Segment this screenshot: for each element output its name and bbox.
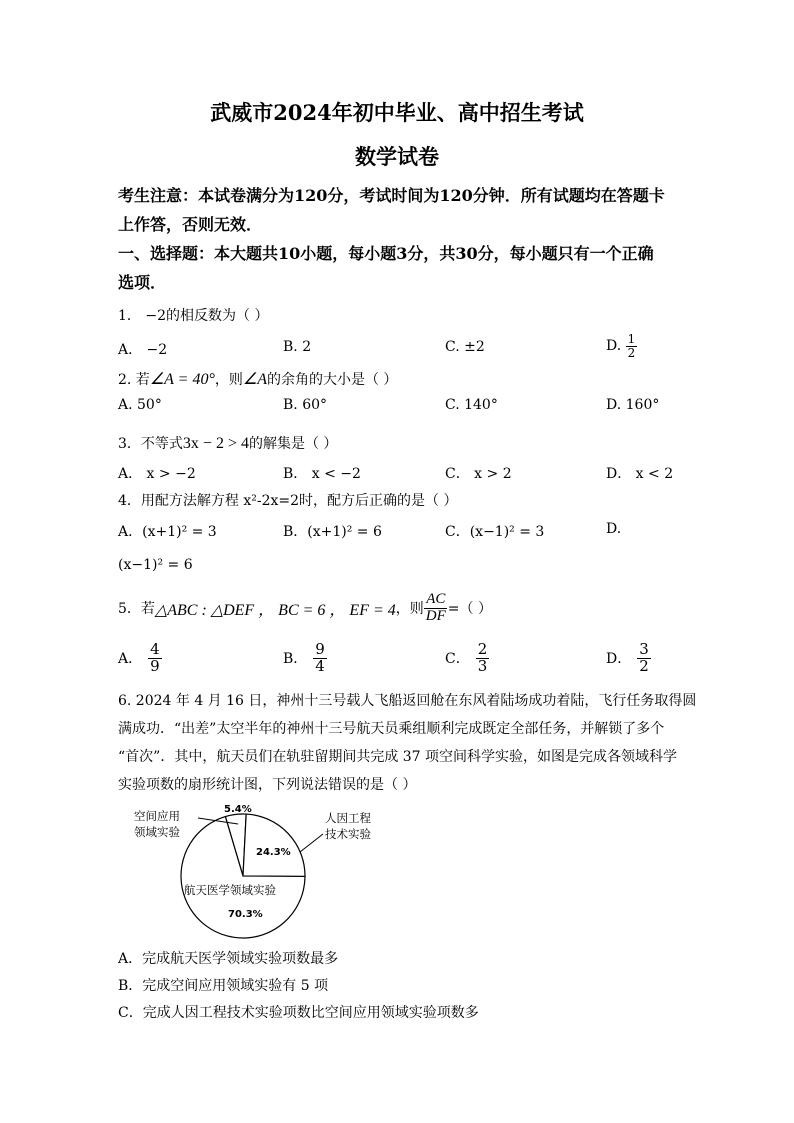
label-human-factors-line1: 人因工程 bbox=[325, 811, 371, 825]
question-1-stem: 1． −2的相反数为（ ） bbox=[118, 308, 269, 324]
q4-option-b: B．(x+1)² = 6 bbox=[283, 524, 382, 540]
label-space-app-line1: 空间应用 bbox=[134, 809, 180, 823]
q3-option-a: A． x > −2 bbox=[118, 466, 196, 482]
fraction-numerator: 1 bbox=[627, 332, 636, 346]
percent-human-factors: 24.3% bbox=[256, 847, 291, 858]
fraction-denominator: 3 bbox=[477, 656, 488, 675]
q1-option-d-fraction bbox=[626, 333, 638, 359]
fraction-denominator: DF bbox=[425, 607, 446, 624]
label-human-factors-line2: 技术实验 bbox=[325, 827, 371, 841]
q6-option-b: B．完成空间应用领域实验有 5 项 bbox=[118, 978, 329, 994]
label-space-medicine: 航天医学领域实验 bbox=[184, 883, 276, 897]
exam-title: 武威市2024年初中毕业、高中招生考试 bbox=[210, 100, 584, 125]
q6-option-a: A．完成航天医学领域实验项数最多 bbox=[118, 951, 339, 967]
notice-line-1: 考生注意：本试卷满分为120分，考试时间为120分钟．所有试题均在答题卡 bbox=[118, 186, 665, 205]
q5-option-a-fraction bbox=[148, 642, 162, 675]
option-label: D． bbox=[606, 651, 632, 668]
q1-option-d-label: D. bbox=[606, 338, 626, 355]
fraction-numerator: 9 bbox=[315, 640, 325, 658]
q5-stem-math: △ABC : △DEF ， BC = 6 ， EF = 4 bbox=[154, 601, 396, 619]
question-4-stem: 4．用配方法解方程 x²-2x=2时，配方后正确的是（ ） bbox=[118, 493, 458, 509]
q5-option-b-fraction bbox=[313, 642, 327, 675]
q5-stem-post: =（ ） bbox=[447, 601, 492, 618]
q2-stem-post: 的余角的大小是（ ） bbox=[266, 372, 398, 388]
question-5-stem bbox=[118, 592, 492, 625]
q2-option-a: A. 50° bbox=[118, 397, 162, 413]
question-6-line-2: 满成功．“出差”太空半年的神州十三号航天员乘组顺利完成既定全部任务，并解锁了多个 bbox=[118, 721, 665, 737]
option-label: B． bbox=[283, 651, 308, 668]
fraction-numerator: AC bbox=[426, 591, 446, 607]
question-6-line-3: “首次”．其中，航天员们在轨驻留期间共完成 37 项空间科学实验，如图是完成各领域科学 bbox=[118, 749, 678, 765]
fraction-denominator: 9 bbox=[150, 656, 160, 675]
q1-option-d bbox=[606, 333, 637, 359]
section-line-2: 选项． bbox=[118, 273, 167, 292]
q1-option-c: C. ±2 bbox=[445, 339, 485, 355]
q5-option-d-fraction bbox=[637, 642, 651, 675]
q4-option-c: C．(x−1)² = 3 bbox=[445, 524, 545, 540]
section-line-1: 一、选择题：本大题共10小题，每小题3分，共30分，每小题只有一个正确 bbox=[118, 244, 654, 263]
q5-fraction bbox=[424, 592, 448, 625]
q3-option-b: B． x < −2 bbox=[283, 466, 361, 482]
fraction-numerator: 4 bbox=[150, 640, 160, 658]
pie-slice-human-factors bbox=[243, 814, 305, 876]
option-label: A． bbox=[118, 651, 143, 668]
q5-option-c bbox=[445, 642, 489, 675]
question-3-stem bbox=[118, 433, 337, 453]
label-space-app-line2: 领域实验 bbox=[134, 825, 180, 839]
leader-line-human-factors bbox=[300, 834, 323, 852]
q5-option-d bbox=[606, 642, 651, 675]
option-label: C． bbox=[445, 651, 470, 668]
q6-option-c: C．完成人因工程技术实验项数比空间应用领域实验项数多 bbox=[118, 1005, 479, 1021]
q2-option-c: C. 140° bbox=[445, 397, 498, 413]
question-6-line-4: 实验项数的扇形统计图，下列说法错误的是（ ） bbox=[118, 777, 417, 793]
percent-space-app: 5.4% bbox=[224, 804, 252, 815]
q3-stem-math: 3x − 2 > 4 bbox=[182, 435, 249, 452]
fraction-denominator: 2 bbox=[639, 656, 649, 675]
q2-option-b: B. 60° bbox=[283, 397, 328, 413]
q5-option-c-fraction bbox=[476, 642, 490, 675]
fraction-denominator: 4 bbox=[315, 656, 325, 675]
q4-option-d-continued: (x−1)² = 6 bbox=[118, 557, 193, 573]
fraction-numerator: 3 bbox=[639, 640, 649, 658]
q5-option-b bbox=[283, 642, 327, 675]
exam-subtitle: 数学试卷 bbox=[355, 144, 439, 169]
percent-space-medicine: 70.3% bbox=[228, 909, 263, 920]
q2-stem-math2: ∠A bbox=[242, 371, 267, 388]
question-2-stem bbox=[118, 369, 397, 389]
q3-option-d: D． x < 2 bbox=[606, 466, 674, 482]
q2-stem-mid: ，则 bbox=[214, 372, 243, 388]
q5-stem-mid: ，则 bbox=[395, 601, 424, 618]
q3-option-c: C． x > 2 bbox=[445, 466, 512, 482]
notice-line-2: 上作答，否则无效． bbox=[118, 215, 263, 234]
pie-chart bbox=[118, 796, 378, 946]
q1-option-b: B. 2 bbox=[283, 339, 312, 355]
q4-option-d: D. bbox=[606, 521, 622, 537]
q4-option-a: A．(x+1)² = 3 bbox=[118, 524, 217, 540]
q3-stem-post: 的解集是（ ） bbox=[248, 436, 338, 452]
fraction-numerator: 2 bbox=[477, 640, 488, 658]
q5-option-a bbox=[118, 642, 162, 675]
q5-stem-pre: 5．若 bbox=[118, 601, 155, 618]
q2-stem-math: ∠A = 40° bbox=[149, 371, 215, 388]
question-6-line-1: 6. 2024 年 4 月 16 日，神州十三号载人飞船返回舱在东风着陆场成功着陆，飞行任务取得圆 bbox=[118, 693, 697, 709]
fraction-denominator: 2 bbox=[627, 345, 636, 360]
q3-stem-pre: 3．不等式 bbox=[118, 436, 183, 452]
q2-stem-pre: 2. 若 bbox=[118, 372, 150, 388]
q2-option-d: D. 160° bbox=[606, 397, 660, 413]
q1-option-a: A． −2 bbox=[118, 342, 168, 358]
